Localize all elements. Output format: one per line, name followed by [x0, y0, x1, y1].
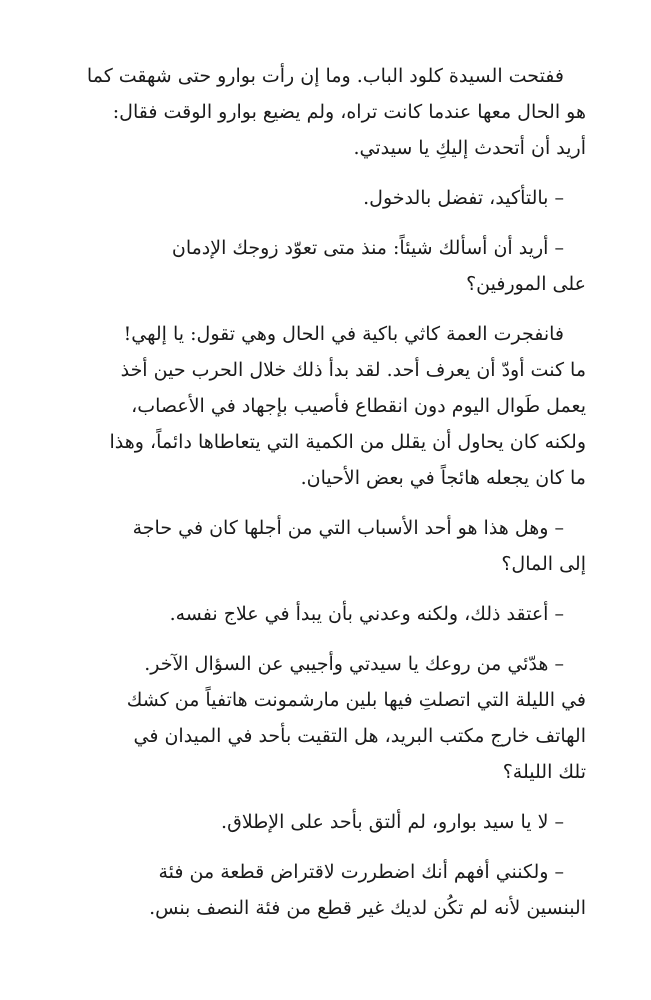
- text-line: – بالتأكيد، تفضل بالدخول.: [363, 187, 564, 209]
- paragraph: [58, 596, 586, 632]
- text-line: الهاتف خارج مكتب البريد، هل التقيت بأحد في الميدان في: [133, 725, 586, 747]
- text-line: ما كنت أودّ أن يعرف أحد. لقد بدأ ذلك خلال الحرب حين أخذ: [120, 359, 586, 381]
- text-line: ما كان يجعله هائجاً في بعض الأحيان.: [300, 467, 586, 489]
- text-line: – هدّئي من روعك يا سيدتي وأجيبي عن السؤال الآخر.: [144, 653, 564, 675]
- text-line: – أريد أن أسألك شيئاً: منذ متى تعوّد زوجك الإدمان: [171, 237, 564, 259]
- text-line: في الليلة التي اتصلتِ فيها بلين مارشمونت هاتفياً من كشك: [126, 689, 586, 711]
- text-line: – وهل هذا هو أحد الأسباب التي من أجلها كان في حاجة: [132, 517, 564, 539]
- text-line: إلى المال؟: [501, 553, 586, 575]
- paragraph: [58, 316, 586, 496]
- paragraph: [58, 58, 586, 166]
- book-page: [58, 58, 586, 940]
- paragraph: [58, 646, 586, 790]
- text-line: ولكنه كان يحاول أن يقلل من الكمية التي يتعاطاها دائماً، وهذا: [109, 431, 586, 453]
- text-line: ففتحت السيدة كلود الباب. وما إن رأت بوارو حتى شهقت كما: [86, 65, 564, 87]
- paragraph: [58, 510, 586, 582]
- text-line: على المورفين؟: [466, 273, 586, 295]
- text-line: – لا يا سيد بوارو، لم ألتق بأحد على الإطلاق.: [221, 811, 564, 833]
- text-line: تلك الليلة؟: [502, 761, 586, 783]
- text-line: – أعتقد ذلك، ولكنه وعدني بأن يبدأ في علاج نفسه.: [169, 603, 564, 625]
- paragraph: [58, 180, 586, 216]
- text-line: البنسين لأنه لم تكُن لديك غير قطع من فئة النصف بنس.: [149, 897, 586, 919]
- paragraph: [58, 804, 586, 840]
- paragraph: [58, 230, 586, 302]
- text-line: – ولكنني أفهم أنك اضطررت لاقتراض قطعة من فئة: [158, 861, 564, 883]
- text-line: فانفجرت العمة كاثي باكية في الحال وهي تقول: يا إلهي!: [123, 323, 564, 345]
- paragraph: [58, 854, 586, 926]
- text-line: يعمل طَوال اليوم دون انقطاع فأصيب بإجهاد في الأعصاب،: [131, 395, 586, 417]
- text-line: أريد أن أتحدث إليكِ يا سيدتي.: [353, 137, 586, 159]
- text-line: هو الحال معها عندما كانت تراه، ولم يضيع بوارو الوقت فقال:: [112, 101, 586, 123]
